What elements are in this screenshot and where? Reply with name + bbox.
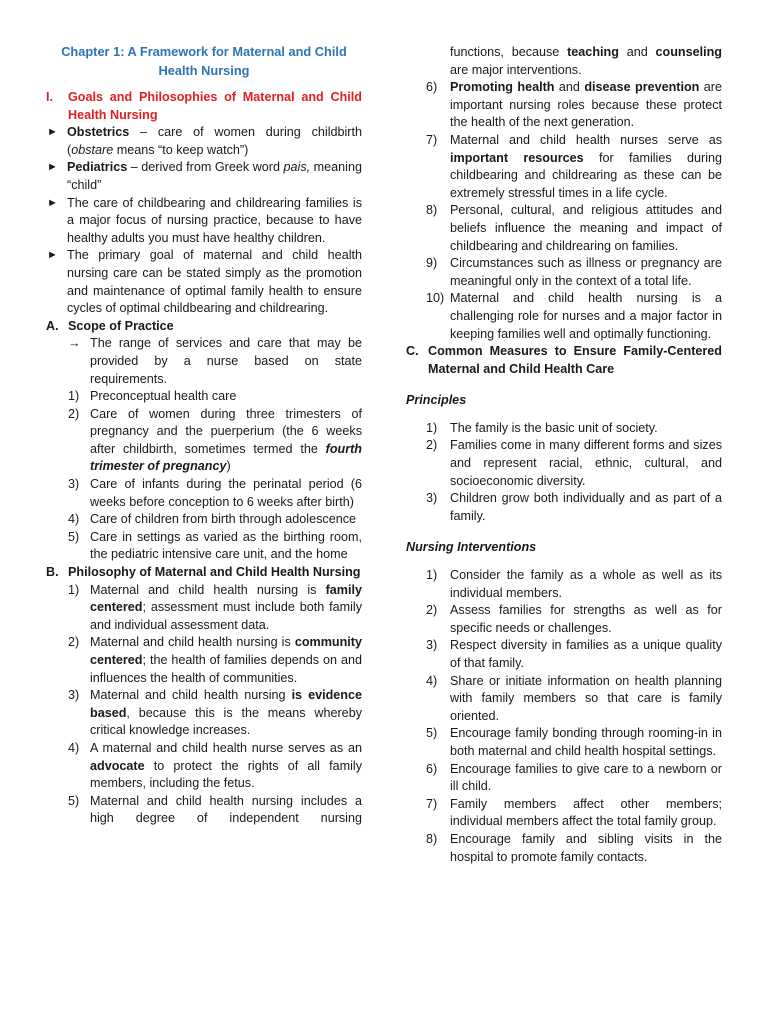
section-heading-goals: I. Goals and Philosophies of Maternal and Child Health Nursing	[46, 90, 362, 122]
list-item: 3) Care of infants during the perinatal period (6 weeks before conception to 6 weeks after birth)	[68, 477, 362, 509]
interventions-heading: Nursing Interventions	[406, 540, 537, 555]
list-item: 1) Maternal and child health nursing is family centered; assessment must include both family and individual assessment data.	[68, 582, 362, 632]
left-column	[46, 42, 362, 828]
list-item: 2) Families come in many different forms and sizes and represent racial, ethnic, cultural, and socioeconomic diversity.	[426, 438, 722, 488]
list-item: 5) Encourage family bonding through rooming-in in both maternal and child health hospital settings.	[426, 726, 722, 758]
list-item: 1) Consider the family as a whole as well as its individual members.	[426, 568, 722, 600]
principles-heading: Principles	[406, 393, 467, 408]
section-common-measures: C. Common Measures to Ensure Family-Centered Maternal and Child Health Care	[406, 344, 722, 376]
list-item: 4) Share or initiate information on health planning with family members so that care is family oriented.	[426, 673, 722, 723]
list-item: 2) Care of women during three trimesters of pregnancy and the puerperium (the 6 weeks after childbirth, sometimes termed the fourth trimester of pregnancy)	[68, 406, 362, 474]
section-scope-of-practice: A. Scope of Practice	[46, 318, 174, 333]
arrow-bullet-icon: ►	[47, 126, 58, 139]
arrow-bullet-icon: ►	[47, 249, 58, 262]
list-item: 2) Maternal and child health nursing is community centered; the health of families depends on and influences the health of communities.	[68, 635, 362, 685]
list-item: 1) Preconceptual health care	[68, 389, 237, 404]
right-column	[406, 44, 722, 866]
list-item: 2) Assess families for strengths as well as for specific needs or challenges.	[426, 603, 722, 635]
list-item: 8) Encourage family and sibling visits in the hospital to promote family contacts.	[426, 831, 722, 864]
list-item: 1) The family is the basic unit of society.	[426, 420, 658, 435]
list-item: 10) Maternal and child health nursing is a challenging role for nurses and a major factor in keeping families well and optimally functioning.	[426, 291, 722, 341]
chapter-title: Chapter 1: A Framework for Maternal and Child Health Nursing	[61, 44, 347, 78]
bullet-primary-goal: ► The primary goal of maternal and child health nursing care can be stated simply as the promotion and maintenance of optimal family health to ensure cycles of optimal childbearing and childrearing.	[46, 247, 362, 317]
right-arrow-icon: →	[68, 336, 81, 351]
list-item: 4) A maternal and child health nurse serves as an advocate to protect the rights of all family members, including the fetus.	[68, 740, 362, 791]
list-item-continued: functions, because teaching and counseling are major interventions.	[450, 45, 722, 77]
list-item: 4) Care of children from birth through adolescence	[68, 512, 357, 527]
arrow-bullet-icon: ►	[47, 196, 58, 209]
list-item: 3) Children grow both individually and as part of a family.	[426, 491, 722, 523]
bullet-care-families: ► The care of childbearing and childrearing families is a major focus of nursing practice, because to have healthy adults you must have healthy children.	[46, 195, 362, 248]
list-item: 5) Care in settings as varied as the birthing room, the pediatric intensive care unit, and the home	[68, 529, 362, 562]
section-philosophy: B. Philosophy of Maternal and Child Health Nursing	[46, 565, 361, 580]
list-item: 3) Maternal and child health nursing is evidence based, because this is the means whereby critical knowledge increases.	[68, 688, 362, 738]
bullet-pediatrics: ► Pediatrics – derived from Greek word pais, meaning “child”	[46, 159, 362, 194]
list-item: 9) Circumstances such as illness or pregnancy are meaningful only in the context of a total life.	[426, 256, 722, 288]
list-item: 8) Personal, cultural, and religious attitudes and beliefs influence the meaning and impact of childbearing and childrearing on families.	[426, 203, 722, 253]
list-item: 7) Maternal and child health nurses serve as important resources for families during childbearing and childrearing as these can be extremely stressful times in a life cycle.	[426, 132, 722, 200]
list-item: 7) Family members affect other members; individual members affect the total family group.	[426, 796, 722, 829]
list-item: 6) Promoting health and disease prevention are important nursing roles because these protect the health of the next generation.	[426, 80, 723, 130]
bullet-obstetrics: ► Obstetrics – care of women during childbirth (obstare means “to keep watch”)	[46, 124, 362, 159]
scope-definition: → The range of services and care that may be provided by a nurse based on state requirements.	[46, 335, 362, 388]
list-item: 6) Encourage families to give care to a newborn or ill child.	[426, 761, 722, 794]
list-item: 3) Respect diversity in families as a unique quality of that family.	[426, 638, 722, 670]
arrow-bullet-icon: ►	[47, 161, 58, 174]
list-item: 5) Maternal and child health nursing includes a high degree of independent nursing	[68, 793, 362, 826]
